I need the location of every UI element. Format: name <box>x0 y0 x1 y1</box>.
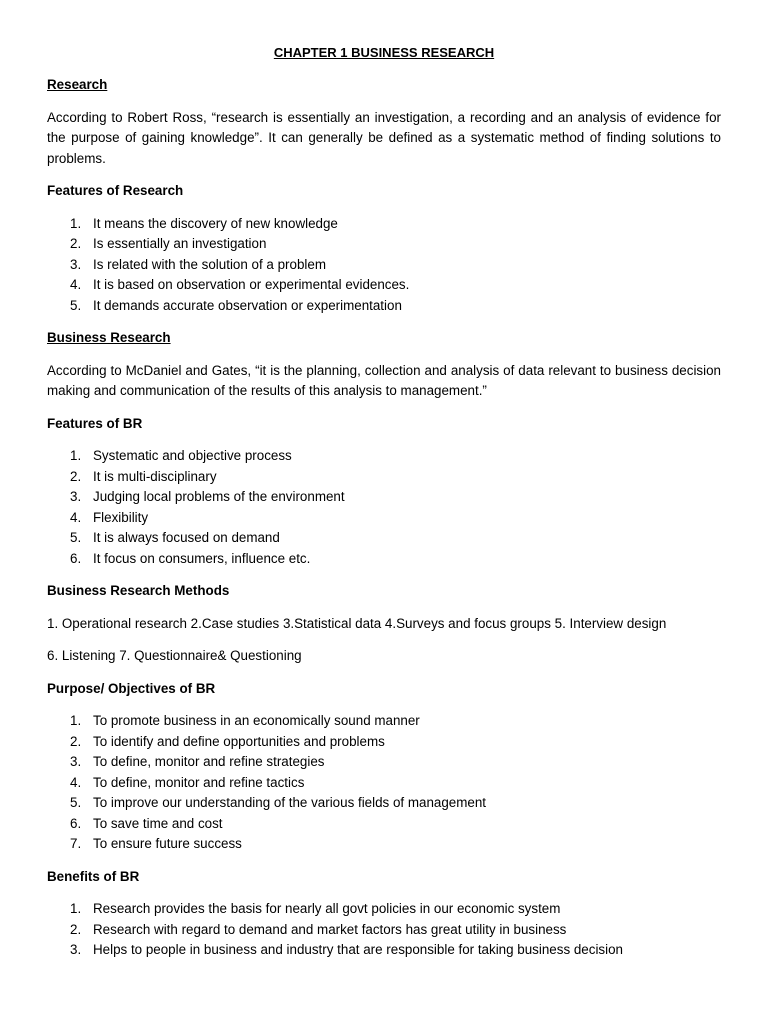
list-item: 1. Systematic and objective process <box>70 448 292 463</box>
list-item-text: It focus on consumers, influence etc. <box>93 550 311 566</box>
features-br-heading: Features of BR <box>47 415 143 431</box>
list-item-text: To define, monitor and refine tactics <box>93 774 305 790</box>
list-item-text: Flexibility <box>93 509 149 525</box>
list-item: 5. To improve our understanding of the various fields of management <box>70 795 487 810</box>
list-item-text: It means the discovery of new knowledge <box>93 215 338 231</box>
business-research-heading: Business Research <box>47 330 171 345</box>
document-page <box>47 43 721 973</box>
list-item-text: It is always focused on demand <box>93 530 280 545</box>
benefits-heading: Benefits of BR <box>47 868 140 884</box>
features-research-heading: Features of Research <box>47 183 184 198</box>
list-item-text: Is related with the solution of a problem <box>93 256 326 272</box>
list-item-text: Judging local problems of the environment <box>93 489 345 504</box>
list-item: 5. It is always focused on demand <box>70 530 280 545</box>
list-item: 4. Flexibility <box>70 509 149 525</box>
list-item: 4. To define, monitor and refine tactics <box>70 774 305 790</box>
methods-line-2: 6. Listening 7. Questionnaire& Questioning <box>47 648 302 663</box>
features-research-list <box>47 214 721 317</box>
list-item-text: It is multi-disciplinary <box>93 468 217 484</box>
list-item-text: Research with regard to demand and market factors has great utility in business <box>93 921 567 937</box>
list-item: 3. Helps to people in business and industry that are responsible for taking business decision <box>70 942 623 957</box>
list-item: 1. Research provides the basis for nearly all govt policies in our economic system <box>70 901 561 916</box>
list-item-text: To identify and define opportunities and problems <box>93 733 385 749</box>
list-item-text: Research provides the basis for nearly all govt policies in our economic system <box>93 901 561 916</box>
methods-line-1: 1. Operational research 2.Case studies 3.Statistical data 4.Surveys and focus groups 5. Interview design <box>47 615 667 631</box>
list-item-text: It is based on observation or experimental evidences. <box>93 277 410 292</box>
list-item: 1. To promote business in an economically sound manner <box>70 713 420 728</box>
purpose-heading: Purpose/ Objectives of BR <box>47 680 216 696</box>
list-item: 1. It means the discovery of new knowledge <box>70 215 338 231</box>
list-item: 3. Judging local problems of the environment <box>70 489 345 504</box>
list-item-text: Helps to people in business and industry that are responsible for taking business decision <box>93 942 623 957</box>
list-item: 2. Is essentially an investigation <box>70 236 267 251</box>
list-item: 5. It demands accurate observation or experimentation <box>70 297 402 313</box>
list-item: 6. To save time and cost <box>70 815 223 831</box>
list-item: 3. To define, monitor and refine strategies <box>70 754 325 769</box>
list-item: 3. Is related with the solution of a problem <box>70 256 326 272</box>
list-item-text: It demands accurate observation or experimentation <box>93 297 402 313</box>
research-heading: Research <box>47 77 108 92</box>
list-item: 2. Research with regard to demand and market factors has great utility in business <box>70 921 567 937</box>
chapter-title: CHAPTER 1 BUSINESS RESEARCH <box>273 45 495 60</box>
purpose-list <box>47 711 721 855</box>
list-item: 4. It is based on observation or experimental evidences. <box>70 277 410 292</box>
list-item-text: Systematic and objective process <box>93 448 292 463</box>
list-item: 2. It is multi-disciplinary <box>70 468 217 484</box>
features-br-list <box>47 446 721 569</box>
list-item-text: To save time and cost <box>93 815 223 831</box>
benefits-list <box>47 899 721 961</box>
list-item: 6. It focus on consumers, influence etc. <box>70 550 311 566</box>
methods-heading: Business Research Methods <box>47 583 230 598</box>
research-paragraph: According to Robert Ross, “research is essentially an investigation, a recording and an analysis of evidence for the purpose of gaining knowledge”. It can generally be defined as a systematic method of finding solutions to problems. <box>47 109 721 166</box>
list-item: 2. To identify and define opportunities and problems <box>70 733 385 749</box>
list-item-text: Is essentially an investigation <box>93 236 267 251</box>
list-item-text: To define, monitor and refine strategies <box>93 754 325 769</box>
business-research-paragraph: According to McDaniel and Gates, “it is the planning, collection and analysis of data relevant to business decision making and communication of the results of this analysis to management.” <box>47 362 721 398</box>
list-item-text: To ensure future success <box>93 836 242 851</box>
list-item-text: To promote business in an economically sound manner <box>93 713 420 728</box>
list-item: 7. To ensure future success <box>70 836 242 851</box>
list-item-text: To improve our understanding of the various fields of management <box>93 795 487 810</box>
